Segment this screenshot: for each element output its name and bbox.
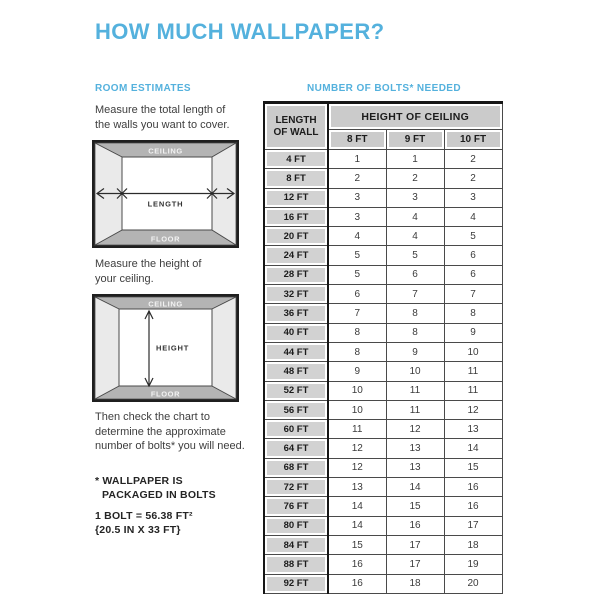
table-row [264, 478, 502, 497]
value-cell: 17 [386, 555, 444, 574]
value-cell: 18 [444, 535, 502, 554]
value-cell: 6 [444, 265, 502, 284]
table-row [264, 265, 502, 284]
value-cell: 7 [444, 285, 502, 304]
value-cell: 11 [444, 381, 502, 400]
value-cell: 13 [386, 439, 444, 458]
row-label-cell: 68 FT [264, 458, 328, 477]
value-cell: 10 [444, 342, 502, 361]
row-label-cell: 80 FT [264, 516, 328, 535]
value-cell: 12 [386, 420, 444, 439]
step3-text [95, 410, 245, 454]
bolts-table [263, 101, 503, 594]
value-cell: 9 [328, 362, 386, 381]
value-cell: 13 [444, 420, 502, 439]
row-label-cell: 16 FT [264, 207, 328, 226]
value-cell: 16 [444, 478, 502, 497]
table-row [264, 574, 502, 593]
row-label-cell: 28 FT [264, 265, 328, 284]
bolt-size-note [95, 509, 193, 537]
row-label-cell: 84 FT [264, 535, 328, 554]
floor-label: FLOOR [150, 234, 181, 244]
value-cell: 2 [386, 169, 444, 188]
value-cell: 9 [444, 323, 502, 342]
value-cell: 5 [328, 246, 386, 265]
height-of-ceiling-header: HEIGHT OF CEILING [328, 103, 502, 130]
value-cell: 16 [328, 555, 386, 574]
bolts-table-wrap [263, 101, 503, 594]
row-label-cell: 32 FT [264, 285, 328, 304]
table-row [264, 516, 502, 535]
length-of-wall-header [264, 103, 328, 150]
value-cell: 11 [444, 362, 502, 381]
bolts-table-body [264, 150, 502, 594]
row-label-cell: 20 FT [264, 227, 328, 246]
bolt-size-line1: 1 BOLT = 56.38 FT² [95, 510, 193, 522]
table-row [264, 304, 502, 323]
value-cell: 13 [386, 458, 444, 477]
table-row [264, 439, 502, 458]
page-title: HOW MUCH WALLPAPER? [95, 19, 385, 44]
value-cell: 6 [444, 246, 502, 265]
value-cell: 20 [444, 574, 502, 593]
value-cell: 14 [328, 516, 386, 535]
bolts-needed-heading: NUMBER OF BOLTS* NEEDED [306, 83, 462, 94]
row-label-cell: 44 FT [264, 342, 328, 361]
left-wall-panel [95, 297, 119, 399]
value-cell: 3 [328, 188, 386, 207]
value-cell: 12 [444, 400, 502, 419]
value-cell: 4 [386, 207, 444, 226]
floor-label: FLOOR [150, 389, 181, 399]
table-row [264, 400, 502, 419]
value-cell: 14 [386, 478, 444, 497]
room-height-diagram [92, 294, 239, 402]
table-header-row [264, 103, 502, 130]
value-cell: 1 [386, 150, 444, 169]
table-row [264, 535, 502, 554]
value-cell: 3 [444, 188, 502, 207]
table-row [264, 246, 502, 265]
value-cell: 4 [328, 227, 386, 246]
row-label-cell: 88 FT [264, 555, 328, 574]
bolt-packaging-note [95, 474, 216, 502]
value-cell: 4 [386, 227, 444, 246]
bolt-note-line2: PACKAGED IN BOLTS [102, 489, 216, 501]
room-length-diagram [92, 140, 239, 248]
value-cell: 11 [328, 420, 386, 439]
step1-line2: the walls you want to cover. [95, 118, 230, 131]
value-cell: 2 [444, 169, 502, 188]
row-label-cell: 48 FT [264, 362, 328, 381]
table-row [264, 458, 502, 477]
step3-line1: Then check the chart to [95, 411, 210, 423]
table-row [264, 169, 502, 188]
value-cell: 8 [328, 342, 386, 361]
value-cell: 15 [328, 535, 386, 554]
step3-line2: determine the approximate [95, 425, 226, 438]
value-cell: 6 [328, 285, 386, 304]
value-cell: 1 [328, 150, 386, 169]
value-cell: 3 [328, 207, 386, 226]
table-row [264, 497, 502, 516]
table-row [264, 188, 502, 207]
table-row [264, 285, 502, 304]
value-cell: 2 [444, 150, 502, 169]
step2-line2: your ceiling. [95, 272, 154, 285]
column-header-10ft: 10 FT [444, 130, 502, 150]
value-cell: 7 [386, 285, 444, 304]
bolt-size-line2: {20.5 IN X 33 FT} [95, 524, 181, 536]
row-label-cell: 92 FT [264, 574, 328, 593]
value-cell: 11 [386, 381, 444, 400]
value-cell: 12 [328, 458, 386, 477]
value-cell: 10 [386, 362, 444, 381]
value-cell: 16 [386, 516, 444, 535]
step2-text [95, 257, 201, 286]
table-row [264, 555, 502, 574]
ceiling-label: CEILING [148, 299, 183, 309]
value-cell: 19 [444, 555, 502, 574]
table-row [264, 381, 502, 400]
step1-line1: Measure the total length of [95, 104, 226, 116]
table-row [264, 362, 502, 381]
table-row [264, 323, 502, 342]
value-cell: 14 [444, 439, 502, 458]
value-cell: 2 [328, 169, 386, 188]
value-cell: 8 [328, 323, 386, 342]
column-header-8ft: 8 FT [328, 130, 386, 150]
value-cell: 6 [386, 265, 444, 284]
value-cell: 4 [444, 207, 502, 226]
value-cell: 9 [386, 342, 444, 361]
value-cell: 8 [386, 304, 444, 323]
row-label-cell: 60 FT [264, 420, 328, 439]
row-label-cell: 12 FT [264, 188, 328, 207]
value-cell: 14 [328, 497, 386, 516]
room-estimates-heading: ROOM ESTIMATES [95, 83, 191, 94]
row-label-cell: 56 FT [264, 400, 328, 419]
row-label-cell: 64 FT [264, 439, 328, 458]
length-header-line2: OF WALL [273, 126, 319, 138]
table-row [264, 342, 502, 361]
value-cell: 11 [386, 400, 444, 419]
table-row [264, 150, 502, 169]
row-label-cell: 4 FT [264, 150, 328, 169]
step3-line3: number of bolts* you will need. [95, 440, 245, 452]
value-cell: 12 [328, 439, 386, 458]
value-cell: 17 [444, 516, 502, 535]
value-cell: 18 [386, 574, 444, 593]
row-label-cell: 40 FT [264, 323, 328, 342]
length-header-line1: LENGTH [275, 114, 317, 126]
value-cell: 7 [328, 304, 386, 323]
bolt-note-line1: * WALLPAPER IS [95, 475, 183, 487]
value-cell: 3 [386, 188, 444, 207]
ceiling-label: CEILING [148, 146, 183, 156]
value-cell: 15 [386, 497, 444, 516]
height-label: HEIGHT [156, 343, 190, 353]
value-cell: 8 [386, 323, 444, 342]
row-label-cell: 36 FT [264, 304, 328, 323]
value-cell: 5 [386, 246, 444, 265]
value-cell: 5 [444, 227, 502, 246]
value-cell: 16 [444, 497, 502, 516]
table-row [264, 227, 502, 246]
length-label: LENGTH [147, 199, 184, 209]
row-label-cell: 52 FT [264, 381, 328, 400]
column-header-9ft: 9 FT [386, 130, 444, 150]
row-label-cell: 72 FT [264, 478, 328, 497]
table-row [264, 420, 502, 439]
value-cell: 17 [386, 535, 444, 554]
value-cell: 8 [444, 304, 502, 323]
value-cell: 16 [328, 574, 386, 593]
value-cell: 5 [328, 265, 386, 284]
right-wall-panel [212, 297, 236, 399]
row-label-cell: 24 FT [264, 246, 328, 265]
value-cell: 15 [444, 458, 502, 477]
value-cell: 10 [328, 400, 386, 419]
step2-line1: Measure the height of [95, 258, 202, 270]
row-label-cell: 76 FT [264, 497, 328, 516]
value-cell: 10 [328, 381, 386, 400]
table-row [264, 207, 502, 226]
row-label-cell: 8 FT [264, 169, 328, 188]
step1-text [95, 103, 230, 132]
value-cell: 13 [328, 478, 386, 497]
